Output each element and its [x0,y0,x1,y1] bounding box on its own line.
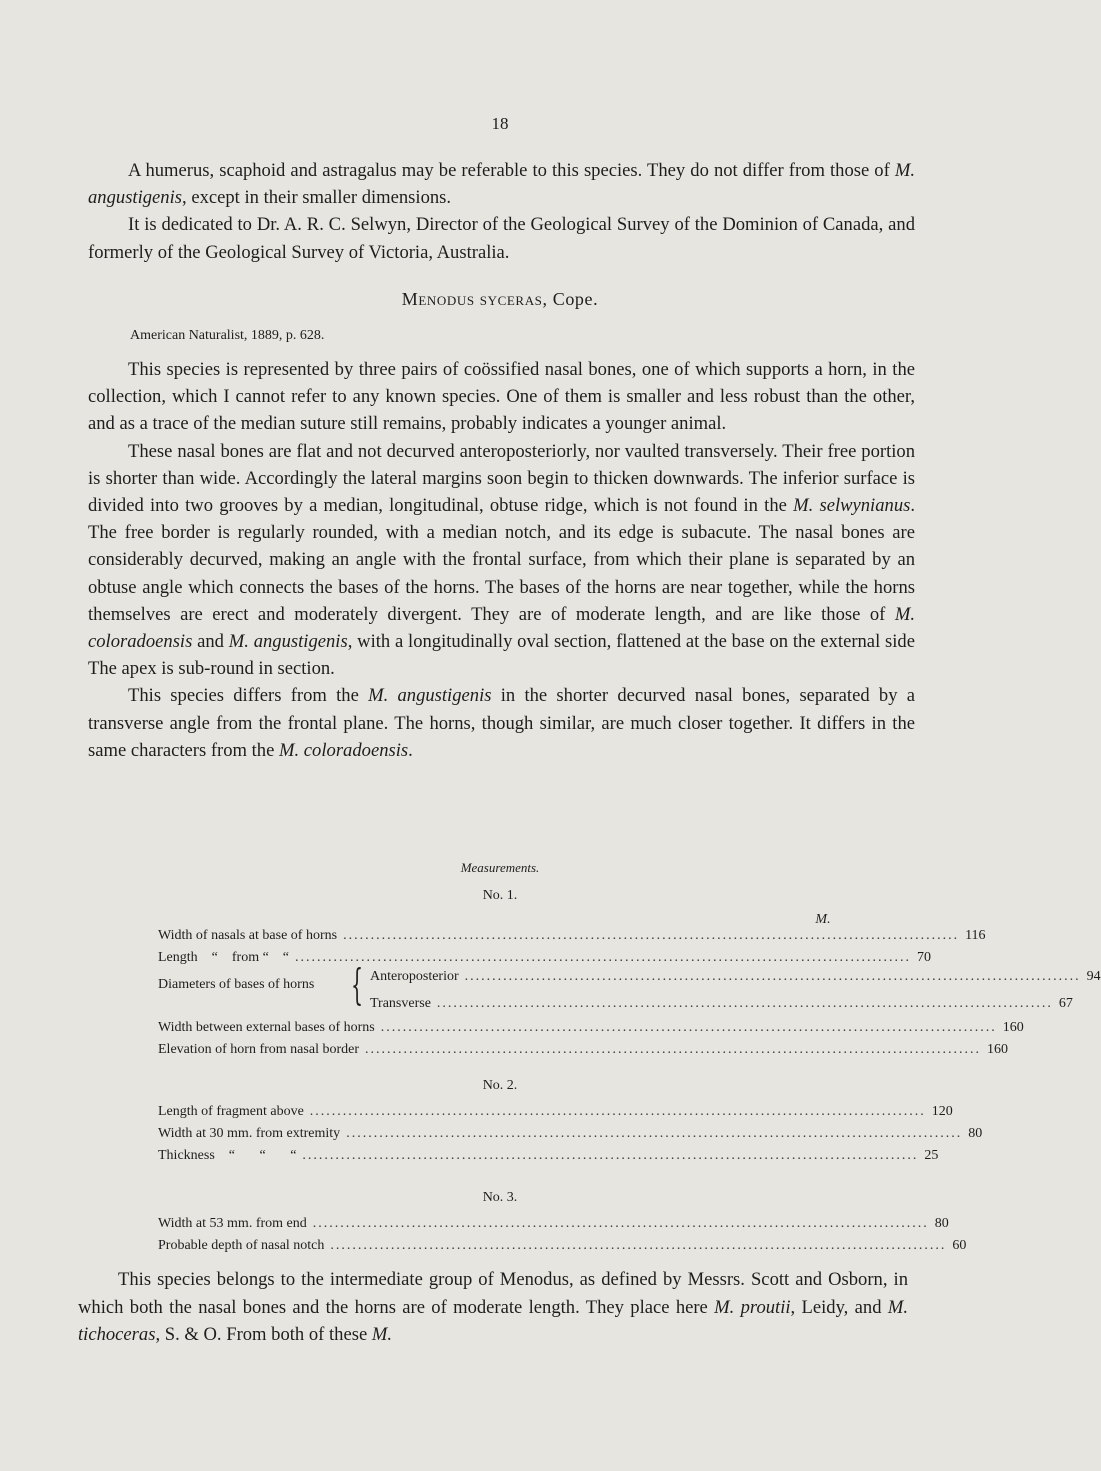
specimen-no1-label: No. 1. [482,888,518,903]
intro-paragraph-2: It is dedicated to Dr. A. R. C. Selwyn, Director of the Geological Survey of the Dominion of Canada, and formerly of the Geological Survey of Victoria, Australia. [88,214,915,263]
unit-label: M. [815,912,831,927]
description-paragraph-3: This species differs from the M. angustigenis in the shorter decurved nasal bones, separated by a transverse angle from the frontal plane. The horns, though similar, are much closer together. It differs in the same characters from the M. coloradoensis. [88,685,916,761]
description-text [88,356,915,764]
measurement-row: Width of nasals at base of horns ................................................................................................................ 116 [158,928,986,943]
measurement-row: Length of fragment above ................................................................................................................ 120 [158,1104,953,1119]
measurement-row: Length “ from “ “ ................................................................................................................ 70 [158,950,932,965]
description-paragraph-2: These nasal bones are flat and not decurved anteroposteriorly, nor vaulted transversely. Their free portion is shorter than wide. Accordingly the lateral margins soon begin to thicken downwards. The inferior surface is divided into two grooves by a median, longitudinal, obtuse ridge, which is not found in the M. selwynianus. The free border is regularly rounded, with a median notch, and its edge is subacute. The nasal bones are considerably decurved, making an angle with the frontal surface, from which their plane is separated by an obtuse angle which connects the bases of the horns. The bases of the horns are near together, while the horns themselves are erect and moderately divergent. They are of moderate length, and are like those of M. coloradoensis and M. angustigenis, with a longitudinally oval section, flattened at the base on the external side The apex is sub-round in section. [88,440,916,680]
measurement-row: Width at 30 mm. from extremity ................................................................................................................ 80 [158,1126,983,1141]
closing-text [78,1266,908,1349]
intro-text [88,157,915,266]
measurement-row: Elevation of horn from nasal border ................................................................................................................ 160 [158,1042,1008,1057]
measurement-row: Thickness “ “ “ ................................................................................................................ 25 [158,1148,939,1163]
measurement-row: Width at 53 mm. from end ................................................................................................................ 80 [158,1216,949,1231]
closing-paragraph: This species belongs to the intermediate group of Menodus, as defined by Messrs. Scott and Osborn, in which both the nasal bones and the horns are of moderate length. They place here M. proutii, Leidy, and M. tichoceras, S. & O. From both of these M. [78,1269,908,1345]
specimen-no3-label: No. 3. [482,1190,518,1205]
measurement-row: Width between external bases of horns ................................................................................................................ 160 [158,1020,1024,1035]
measurements-title: Measurements. [460,860,540,875]
brace-icon: { [351,960,364,1009]
species-name: Menodus syceras [401,289,543,309]
species-author: , Cope. [542,289,599,309]
measurement-row: Anteroposterior ................................................................................................................ 94 [370,969,1101,984]
specimen-no2-label: No. 2. [482,1078,518,1093]
citation: American Naturalist, 1889, p. 628. [130,328,325,343]
page-number: 18 [491,114,509,133]
diameters-group-label: Diameters of bases of horns [158,977,315,992]
intro-paragraph-1: A humerus, scaphoid and astragalus may be referable to this species. They do not differ from those of M. angustigenis, except in their smaller dimensions. [88,160,915,209]
description-paragraph-1: This species is represented by three pairs of coössified nasal bones, one of which supports a horn, in the collection, which I cannot refer to any known species. One of them is smaller and less robust than the other, and as a trace of the median suture still remains, probably indicates a younger animal. [88,359,915,435]
species-heading [0,289,1000,310]
measurement-row: Transverse ................................................................................................................ 67 [370,996,1073,1011]
measurement-row: Probable depth of nasal notch ................................................................................................................ 60 [158,1238,967,1253]
